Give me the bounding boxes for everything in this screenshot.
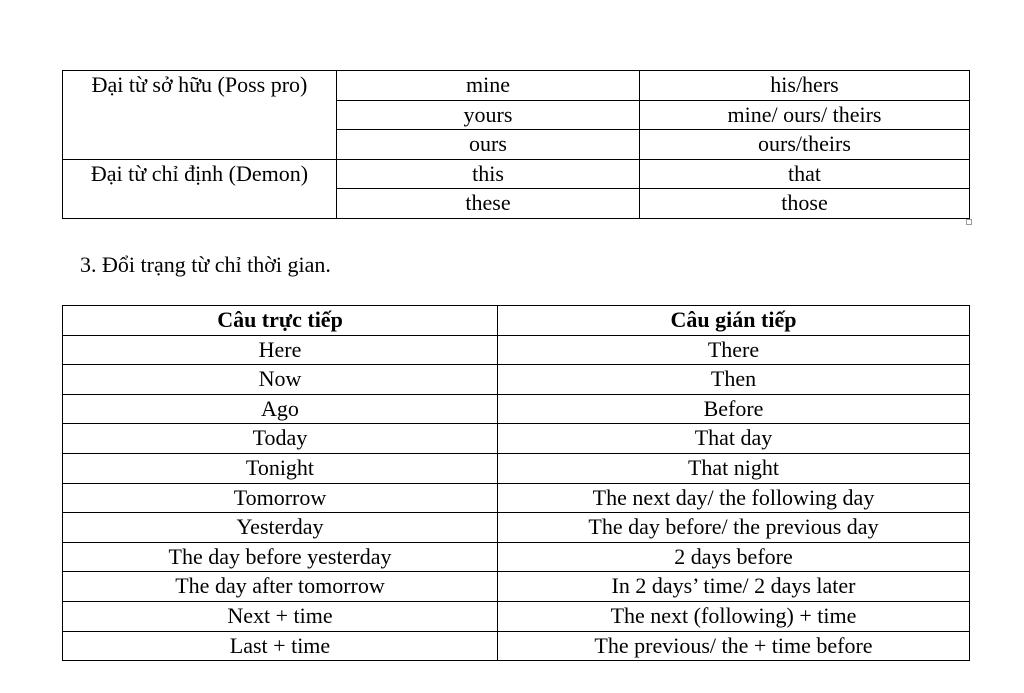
pronoun-conversion-table (62, 70, 970, 219)
table-row (63, 513, 970, 543)
table-row (63, 394, 970, 424)
table-row (63, 542, 970, 572)
indirect-cell: In 2 days’ time/ 2 days later (498, 572, 970, 602)
direct-cell: Last + time (63, 631, 498, 661)
direct-cell: yours (337, 100, 640, 130)
table-row (63, 453, 970, 483)
direct-cell: Ago (63, 394, 498, 424)
indirect-cell: that (640, 159, 970, 189)
direct-cell: Today (63, 424, 498, 454)
time-table-body (63, 335, 970, 661)
indirect-cell: The next (following) + time (498, 601, 970, 631)
direct-cell: Tonight (63, 453, 498, 483)
column-header-indirect: Câu gián tiếp (498, 306, 970, 336)
direct-cell: these (337, 189, 640, 219)
table-row (63, 365, 970, 395)
indirect-cell: mine/ ours/ theirs (640, 100, 970, 130)
table-row (63, 424, 970, 454)
category-cell: Đại từ sở hữu (Poss pro) (63, 71, 337, 160)
table-resize-handle[interactable] (966, 219, 972, 225)
table-row (63, 631, 970, 661)
column-header-direct: Câu trực tiếp (63, 306, 498, 336)
direct-cell: Here (63, 335, 498, 365)
direct-cell: Yesterday (63, 513, 498, 543)
table-row (63, 483, 970, 513)
header-row (63, 306, 970, 336)
category-cell: Đại từ chỉ định (Demon) (63, 159, 337, 218)
direct-cell: ours (337, 130, 640, 160)
section-heading: 3. Đổi trạng từ chỉ thời gian. (80, 252, 331, 277)
indirect-cell: There (498, 335, 970, 365)
direct-cell: this (337, 159, 640, 189)
table-row (63, 71, 970, 101)
indirect-cell: 2 days before (498, 542, 970, 572)
indirect-cell: ours/theirs (640, 130, 970, 160)
indirect-cell: those (640, 189, 970, 219)
indirect-cell: Before (498, 394, 970, 424)
table-row (63, 572, 970, 602)
indirect-cell: That night (498, 453, 970, 483)
indirect-cell: The next day/ the following day (498, 483, 970, 513)
indirect-cell: That day (498, 424, 970, 454)
direct-cell: Now (63, 365, 498, 395)
indirect-cell: The day before/ the previous day (498, 513, 970, 543)
table-row (63, 335, 970, 365)
indirect-cell: The previous/ the + time before (498, 631, 970, 661)
table-row (63, 159, 970, 189)
table-row (63, 601, 970, 631)
direct-cell: The day before yesterday (63, 542, 498, 572)
direct-cell: mine (337, 71, 640, 101)
direct-cell: The day after tomorrow (63, 572, 498, 602)
direct-cell: Next + time (63, 601, 498, 631)
direct-cell: Tomorrow (63, 483, 498, 513)
indirect-cell: Then (498, 365, 970, 395)
time-adverb-table (62, 305, 970, 661)
indirect-cell: his/hers (640, 71, 970, 101)
